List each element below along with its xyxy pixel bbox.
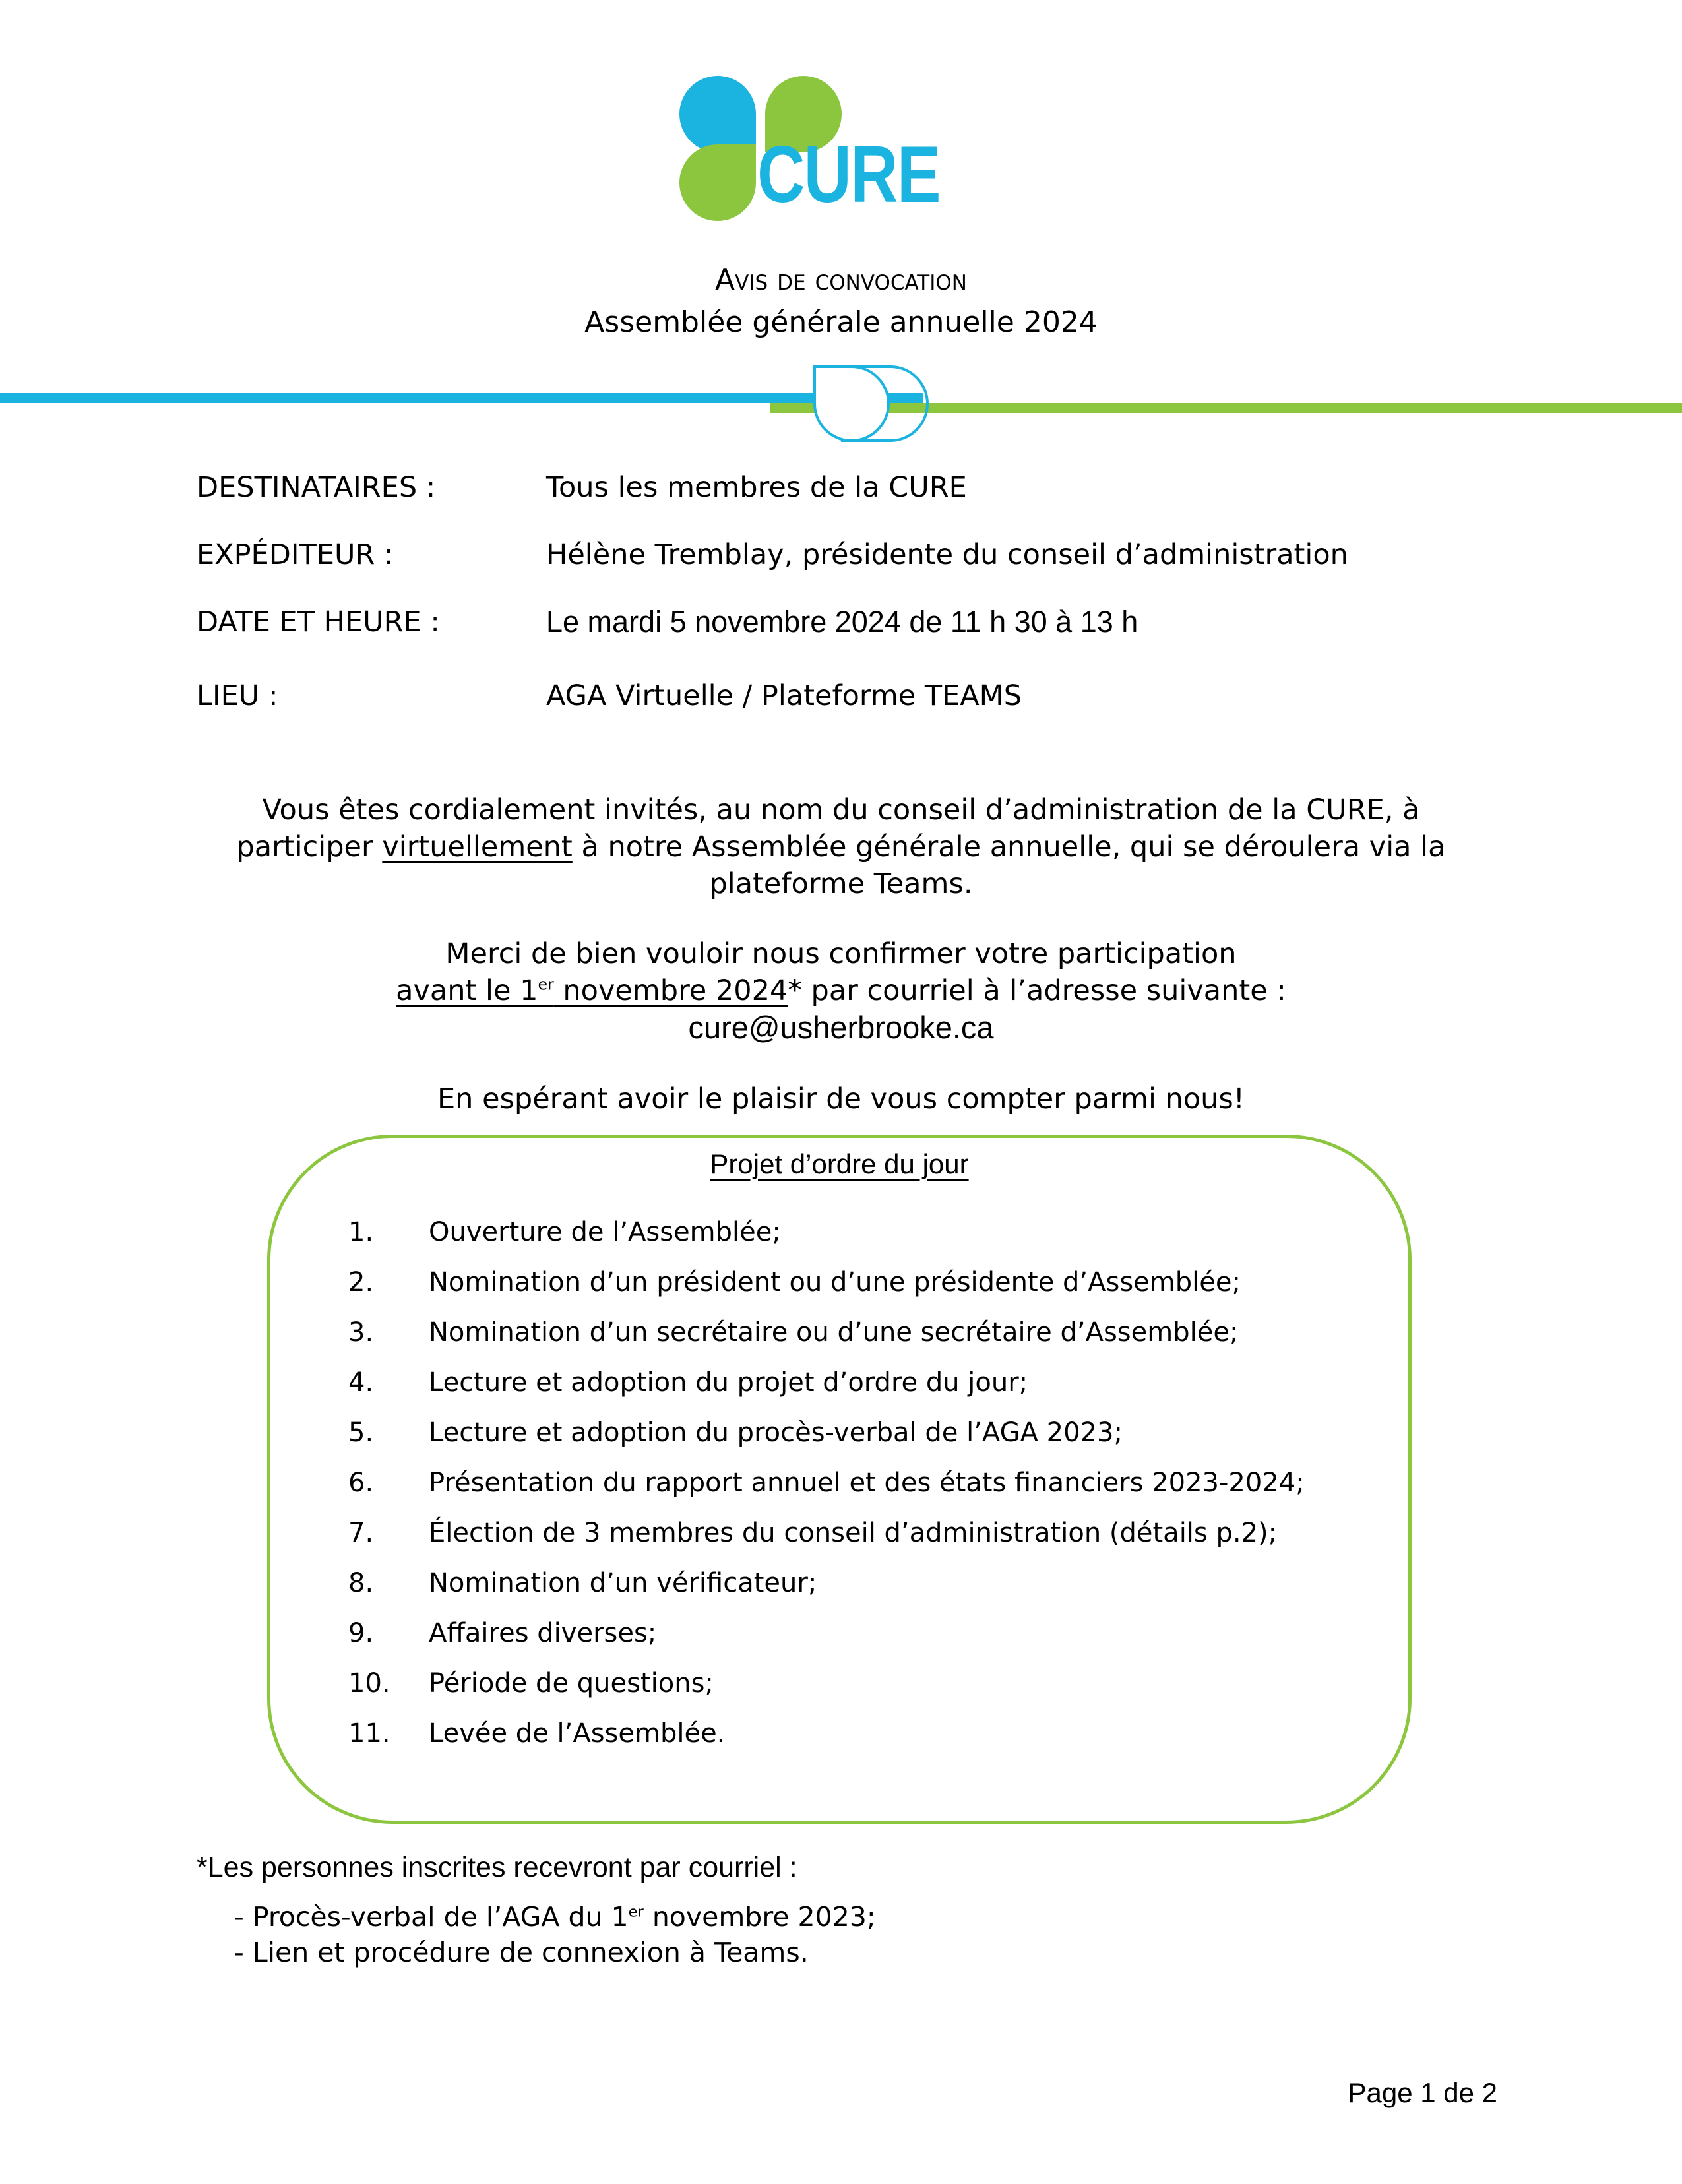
confirmation-line-2 (178, 972, 1504, 1009)
agenda-item-number: 5. (348, 1418, 374, 1448)
agenda-item: Nomination d’un vérificateur; (429, 1568, 817, 1598)
note-item-teams: - Lien et procédure de connexion à Teams. (234, 1937, 809, 1968)
field-label-location: LIEU : (197, 679, 278, 712)
invitation-line-2 (178, 828, 1504, 865)
deadline-text: avant le 1 (396, 974, 538, 1007)
deadline-sup: er (538, 975, 554, 994)
agenda-item: Élection de 3 membres du conseil d’administration (détails p.2); (429, 1518, 1278, 1548)
agenda-item-number: 6. (348, 1468, 374, 1498)
invitation-line-1: Vous êtes cordialement invités, au nom du conseil d’administration de la CURE, à (262, 794, 1420, 827)
note-text: - Procès-verbal de l’AGA du 1 (234, 1901, 629, 1933)
agenda-item-number: 7. (348, 1518, 374, 1548)
agenda-item: Lecture et adoption du procès-verbal de l’AGA 2023; (429, 1418, 1123, 1448)
field-value-datetime: Le mardi 5 novembre 2024 de 11 h 30 à 13 h (546, 605, 1138, 639)
field-label-recipients: DESTINATAIRES : (197, 471, 436, 504)
confirmation-paragraph (178, 935, 1504, 1046)
agenda-item: Nomination d’un président ou d’une présidente d’Assemblée; (429, 1267, 1241, 1297)
field-label-datetime: DATE ET HEURE : (197, 606, 440, 639)
agenda-item: Lecture et adoption du projet d’ordre du jour; (429, 1367, 1028, 1398)
confirmation-line-1: Merci de bien vouloir nous confirmer votre participation (445, 937, 1237, 970)
notice-title (0, 263, 1682, 297)
invitation-text-after: à notre Assemblée générale annuelle, qui se déroulera via la (572, 830, 1446, 863)
note-text-after: novembre 2023; (643, 1901, 876, 1933)
agenda-item-number: 10. (348, 1668, 390, 1699)
field-value-recipients: Tous les membres de la CURE (546, 471, 967, 504)
agenda-item-number: 2. (348, 1267, 374, 1297)
virtual-emphasis: virtuellement (382, 830, 573, 863)
agenda-item-number: 1. (348, 1217, 374, 1247)
divider-graphic (0, 356, 1682, 449)
deadline-month: novembre 2024 (553, 974, 788, 1007)
invitation-line-3: plateforme Teams. (709, 867, 973, 900)
invitation-text: participer (236, 830, 383, 863)
confirmation-rest: par courriel à l’adresse suivante : (801, 974, 1286, 1007)
agenda-item-number: 8. (348, 1568, 374, 1598)
contact-email[interactable]: cure@usherbrooke.ca (688, 1010, 994, 1045)
closing-line: En espérant avoir le plaisir de vous compter parmi nous! (437, 1082, 1245, 1115)
notice-title-rest: vis de convocation (735, 263, 967, 297)
notice-title-initial: A (715, 263, 735, 297)
field-value-sender: Hélène Tremblay, présidente du conseil d’administration (546, 538, 1348, 571)
agenda-title: Projet d’ordre du jour (710, 1148, 969, 1179)
agenda-item-number: 9. (348, 1618, 374, 1648)
page-number: Page 1 de 2 (1348, 2077, 1497, 2108)
agenda-item: Présentation du rapport annuel et des états financiers 2023-2024; (429, 1468, 1305, 1498)
invitation-paragraph (178, 792, 1504, 902)
notice-subtitle: Assemblée générale annuelle 2024 (584, 305, 1098, 339)
agenda-item-number: 3. (348, 1317, 374, 1348)
cure-logo (679, 76, 970, 221)
agenda-item: Période de questions; (429, 1668, 714, 1699)
agenda-item: Levée de l’Assemblée. (429, 1718, 726, 1749)
logo-text: CURE (757, 129, 940, 219)
deadline-asterisk: * (788, 974, 802, 1007)
field-label-sender: EXPÉDITEUR : (197, 538, 394, 571)
deadline (396, 974, 788, 1007)
agenda-item-number: 4. (348, 1367, 374, 1398)
agenda-item: Nomination d’un secrétaire ou d’une secrétaire d’Assemblée; (429, 1317, 1239, 1348)
note-item-minutes (234, 1901, 876, 1933)
agenda-item: Affaires diverses; (429, 1618, 657, 1648)
agenda-item: Ouverture de l’Assemblée; (429, 1217, 781, 1247)
divider (0, 356, 1682, 449)
agenda-item-number: 11. (348, 1718, 390, 1749)
note-sup: er (628, 1903, 644, 1921)
notes-heading: *Les personnes inscrites recevront par courriel : (197, 1852, 797, 1883)
field-value-location: AGA Virtuelle / Plateforme TEAMS (546, 679, 1022, 712)
